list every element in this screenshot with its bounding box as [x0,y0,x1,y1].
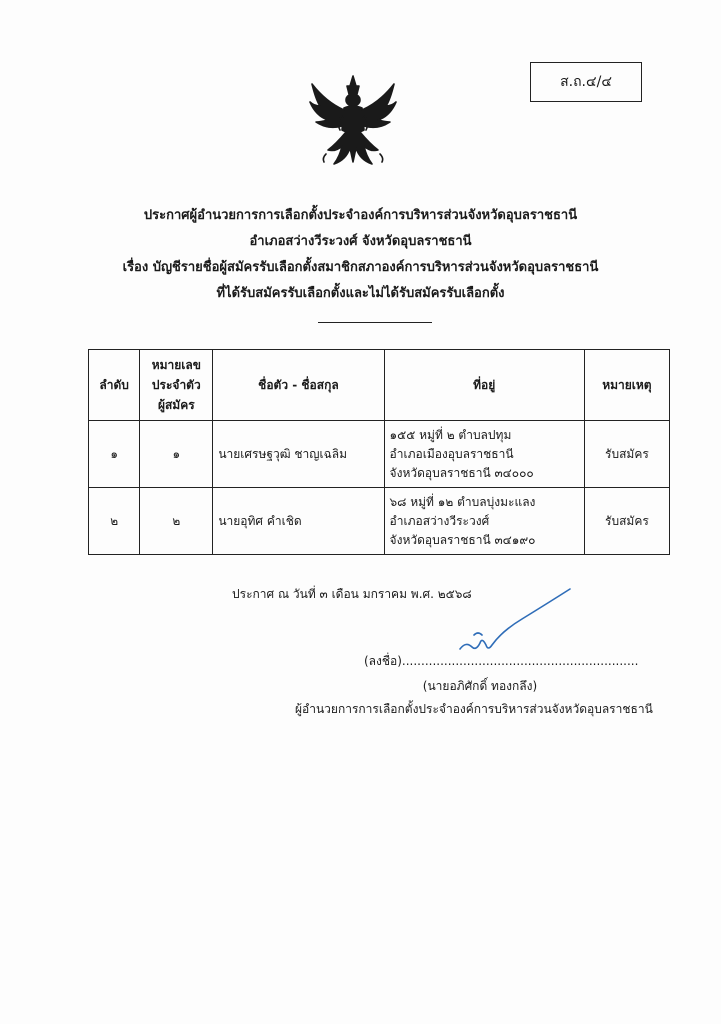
col-header-address: ที่อยู่ [384,350,584,421]
header-divider [318,322,432,323]
row-seq: ๒ [89,488,140,555]
announcement-date: ประกาศ ณ วันที่ ๓ เดือน มกราคม พ.ศ. ๒๕๖๘ [232,587,472,601]
col-header-seq: ลำดับ [89,350,140,421]
col-header-number-line-3: ผู้สมัคร [157,398,195,412]
col-header-number [140,350,213,421]
signer-name: (นายอภิศักดิ์ ทองกลึง) [422,679,538,693]
signer-title: ผู้อำนวยการการเลือกตั้งประจำองค์การบริหารส่วนจังหวัดอุบลราชธานี [295,702,653,716]
row-note: รับสมัคร [584,421,669,488]
row-address-line-2: อำเภอสว่างวีระวงศ์ [389,513,490,528]
signature-line: (ลงชื่อ).............................................................. [364,654,639,668]
table-header-row [89,350,670,421]
row-number: ๑ [140,421,213,488]
header-line-1: ประกาศผู้อำนวยการการเลือกตั้งประจำองค์การบริหารส่วนจังหวัดอุบลราชธานี [143,208,578,223]
row-number: ๒ [140,488,213,555]
col-header-note: หมายเหตุ [584,350,669,421]
row-address [384,488,584,555]
header-line-2: อำเภอสว่างวีระวงศ์ จังหวัดอุบลราชธานี [249,234,472,249]
garuda-emblem-icon [306,72,400,172]
col-header-number-line-1: หมายเลข [151,358,201,372]
row-address-line-2: อำเภอเมืองอุบลราชธานี [389,446,514,461]
col-header-name: ชื่อตัว - ชื่อสกุล [213,350,384,421]
row-address-line-3: จังหวัดอุบลราชธานี ๓๔๐๐๐ [389,465,534,480]
row-address [384,421,584,488]
announcement-header [40,203,681,307]
table-row [89,421,670,488]
header-line-3: เรื่อง บัญชีรายชื่อผู้สมัครรับเลือกตั้งสมาชิกสภาองค์การบริหารส่วนจังหวัดอุบลราชธานี [122,260,599,275]
row-note: รับสมัคร [584,488,669,555]
row-address-line-1: ๑๕๕ หมู่ที่ ๒ ตำบลปทุม [389,427,512,442]
header-line-4: ที่ได้รับสมัครรับเลือกตั้งและไม่ได้รับสมัครรับเลือกตั้ง [216,286,505,301]
row-seq: ๑ [89,421,140,488]
form-code-box [530,62,642,102]
row-name: นายอุทิศ คำเชิด [213,488,384,555]
table-row [89,488,670,555]
form-code: ส.ถ.๔/๔ [560,74,612,90]
col-header-number-line-2: ประจำตัว [151,378,201,392]
candidate-table [88,349,670,555]
row-address-line-1: ๖๘ หมู่ที่ ๑๒ ตำบลบุ่งมะแลง [389,494,536,509]
row-name: นายเศรษฐวุฒิ ชาญเฉลิม [213,421,384,488]
row-address-line-3: จังหวัดอุบลราชธานี ๓๔๑๙๐ [389,532,536,547]
